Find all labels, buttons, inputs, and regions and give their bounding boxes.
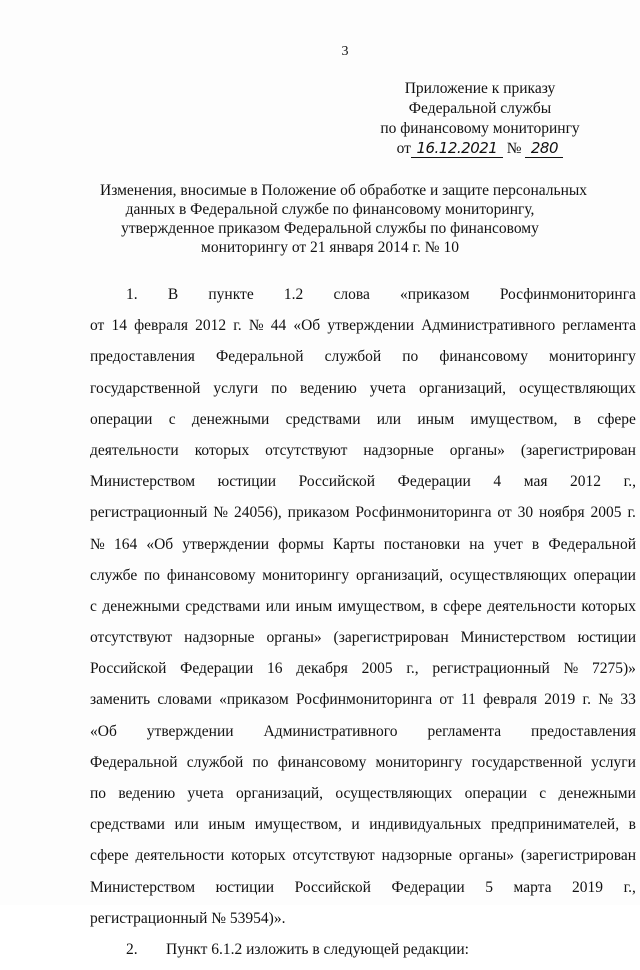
paragraph-1-line <box>90 409 636 440</box>
paragraph-2-number: 2. <box>126 940 138 958</box>
word: 4 <box>493 473 502 491</box>
word: финансовому <box>439 348 528 366</box>
word: ведению <box>118 785 176 802</box>
word: юстиции <box>217 473 277 491</box>
word: г., <box>623 878 636 896</box>
paragraph-1-line <box>90 596 636 627</box>
word: операции <box>90 410 153 428</box>
paragraph-1-line <box>90 845 636 876</box>
word: средствами <box>285 410 361 428</box>
word: постановки <box>383 535 461 553</box>
word: «приказом <box>400 286 470 303</box>
word: регламента <box>562 317 636 335</box>
paragraph-1-line <box>90 908 636 939</box>
word: Федеральной <box>90 753 178 771</box>
paragraph-1-line <box>90 346 636 377</box>
word: имуществом, <box>254 816 342 834</box>
word: сфере <box>443 597 482 615</box>
paragraph-1-line <box>90 471 636 502</box>
word: словами <box>157 691 212 709</box>
word: надзорные <box>363 441 434 459</box>
paragraph-1-line <box>90 627 636 658</box>
word: регистрационный № 53954)». <box>90 909 286 927</box>
word: и <box>351 816 360 834</box>
word: 7275)» <box>592 660 636 678</box>
word: формы <box>278 535 324 553</box>
word: в <box>430 597 438 615</box>
word: 33 <box>620 691 636 709</box>
word: или <box>376 410 402 428</box>
word: февраля <box>134 317 188 335</box>
page-number: 3 <box>341 44 349 59</box>
word: «Об <box>146 535 174 553</box>
word: Министерством <box>90 473 196 491</box>
word: по <box>271 379 288 397</box>
word: Российской <box>90 660 167 678</box>
word: 2012 <box>570 473 602 491</box>
word: осуществляющих <box>449 566 567 584</box>
word: или <box>265 597 291 615</box>
word: 24056), <box>233 504 282 522</box>
word: Российской <box>294 878 371 896</box>
paragraph-1-line <box>90 534 636 565</box>
paragraph-1-line <box>90 721 636 752</box>
word: организаций, <box>355 566 444 584</box>
word: Министерством <box>460 629 566 647</box>
document-body <box>90 284 636 970</box>
word: ноября <box>539 504 585 522</box>
word: заменить <box>90 691 151 709</box>
word: отсутствуют <box>265 441 348 459</box>
word: № <box>90 535 105 553</box>
word: Административного <box>421 317 556 335</box>
word: на <box>469 535 485 553</box>
paragraph-2 <box>90 939 636 970</box>
word: Федерации <box>391 878 465 896</box>
word: сфере <box>90 847 129 865</box>
word: № <box>248 317 264 335</box>
title-line-4: мониторингу от 21 января 2014 г. № 10 <box>201 239 459 256</box>
word: финансовому <box>166 566 256 584</box>
word: операции <box>464 785 528 802</box>
word: имуществом, <box>337 597 425 615</box>
word: органы» <box>458 847 515 865</box>
word: пункте <box>208 286 254 303</box>
word: Росфинмониторинга <box>355 504 492 522</box>
word: Федерации <box>180 660 254 678</box>
word: 11 <box>460 691 476 709</box>
word: 2005 <box>361 660 393 678</box>
word: в <box>628 816 636 834</box>
word: В <box>167 286 179 303</box>
word: по <box>90 785 107 802</box>
paragraph-2-text: Пункт 6.1.2 изложить в следующей редакции: <box>166 940 469 958</box>
word: по <box>402 348 419 366</box>
word: утверждении <box>182 535 270 553</box>
word: с <box>168 410 176 428</box>
word: службой <box>186 753 244 771</box>
word: предоставления <box>531 722 636 740</box>
word: г. <box>233 317 242 335</box>
word: иным <box>295 597 333 615</box>
word: Карты <box>332 535 375 553</box>
word: деятельности <box>90 441 179 459</box>
number-label: № <box>506 140 522 157</box>
word: г., <box>623 473 636 491</box>
word: Федеральной <box>215 348 304 366</box>
word: которых <box>231 847 286 865</box>
word: деятельности <box>487 597 576 615</box>
word: февраля <box>483 691 538 709</box>
word: надзорные <box>381 847 452 865</box>
word: декабря <box>296 660 348 678</box>
word: учет <box>493 535 523 553</box>
word: «приказом <box>219 691 289 709</box>
paragraph-1-line <box>90 565 636 596</box>
word: средствами <box>185 597 261 615</box>
word: Министерством <box>90 878 196 896</box>
word: иным <box>417 410 455 428</box>
word: финансовому <box>277 753 367 771</box>
word: 5 <box>485 878 493 896</box>
word: по <box>252 753 269 771</box>
word: с <box>90 597 97 615</box>
word: (зарегистрирован <box>520 441 636 459</box>
word: организаций, <box>418 379 507 397</box>
word: денежными <box>102 597 180 615</box>
word: Росфинмониторинга <box>295 691 433 709</box>
appendix-line-2: Федеральной службы <box>408 100 552 117</box>
word: сфере <box>597 410 636 428</box>
appendix-header <box>360 79 600 159</box>
word: 2012 <box>195 317 227 335</box>
word: деятельности <box>135 847 225 865</box>
word: услуги <box>591 753 636 771</box>
word: от <box>497 504 512 522</box>
word: 164 <box>113 535 138 553</box>
title-line-3: утвержденное приказом Федеральной службы по финансовому <box>121 220 539 237</box>
word: отсутствуют <box>90 629 173 647</box>
word: 2019 <box>544 691 576 709</box>
paragraph-1-line <box>90 284 636 315</box>
word: утверждении <box>327 317 415 335</box>
word: г. <box>582 691 592 709</box>
word: юстиции <box>577 629 636 647</box>
word: Федерации <box>397 473 471 491</box>
word: г., <box>406 660 419 678</box>
word: ведению <box>300 379 357 397</box>
word: операции <box>573 566 636 584</box>
from-label: от <box>396 140 411 157</box>
word: юстиции <box>215 878 275 896</box>
word: учета <box>369 379 407 397</box>
word: государственной <box>90 379 201 397</box>
word: 1.2 <box>283 286 304 303</box>
word: органы» <box>449 441 505 459</box>
word: в <box>573 410 582 428</box>
appendix-line-1: Приложение к приказу <box>404 80 556 97</box>
word: средствами <box>90 816 165 834</box>
handwritten-date: 16.12.2021 <box>411 140 503 158</box>
word: индивидуальных <box>369 816 482 834</box>
word: учета <box>187 785 224 802</box>
order-date-number-line <box>360 139 600 159</box>
appendix-line-3: по финансовому мониторингу <box>380 120 580 137</box>
word: № <box>213 504 229 522</box>
word: денежными <box>558 785 636 802</box>
word: от <box>439 691 454 709</box>
word: надзорные <box>184 629 255 647</box>
paragraph-1 <box>90 284 636 939</box>
word: имуществом, <box>470 410 558 428</box>
word: которых <box>581 597 636 615</box>
word: государственной <box>471 753 583 771</box>
word: Административного <box>263 722 398 740</box>
word: регламента <box>427 722 502 740</box>
word: услуги <box>213 379 259 397</box>
word: отсутствуют <box>292 847 375 865</box>
paragraph-1-line <box>90 440 636 471</box>
word: утверждении <box>146 722 234 740</box>
word: предпринимателей, <box>490 816 620 834</box>
word: от <box>90 317 105 335</box>
word: Федеральной <box>548 535 636 553</box>
word: иным <box>208 816 246 834</box>
word: службе <box>90 566 138 584</box>
word: с <box>539 785 547 802</box>
word: «Об <box>90 722 117 740</box>
word: марта <box>513 878 552 896</box>
paragraph-1-line <box>90 378 636 409</box>
word: регистрационный <box>432 660 550 678</box>
word: по <box>144 566 161 584</box>
word: (зарегистрирован <box>520 847 636 865</box>
paragraph-1-line <box>90 315 636 346</box>
word: осуществляющих <box>335 785 453 802</box>
paragraph-1-line <box>90 783 636 814</box>
word: г. <box>627 504 636 522</box>
paragraph-1-line <box>90 658 636 689</box>
word: службой <box>324 348 382 366</box>
word: слова <box>333 286 370 303</box>
word: или <box>174 816 199 834</box>
word: 16 <box>267 660 283 678</box>
word: 2005 <box>590 504 622 522</box>
word: мониторингу <box>375 753 463 771</box>
word: 1. <box>126 286 138 303</box>
word: 44 <box>270 317 287 335</box>
word: 2019 <box>572 878 604 896</box>
word: 30 <box>517 504 534 522</box>
paragraph-1-line <box>90 752 636 783</box>
word: № <box>563 660 579 678</box>
word: мониторингу <box>549 348 636 366</box>
document-title <box>100 181 588 257</box>
title-line-1: Изменения, вносимые в Положение об обработке и защите персональных <box>100 182 588 199</box>
word: Росфинмониторинга <box>499 286 636 303</box>
word: предоставления <box>90 348 195 366</box>
word: № <box>598 691 614 709</box>
paragraph-1-line <box>90 502 636 533</box>
paragraph-1-line <box>90 689 636 720</box>
paragraph-1-line <box>90 877 636 908</box>
word: приказом <box>287 504 350 522</box>
title-line-2: данных в Федеральной службе по финансовому мониторингу, <box>125 201 535 218</box>
word: органы» <box>266 629 322 647</box>
word: мониторингу <box>262 566 350 584</box>
word: в <box>531 535 540 553</box>
word: мая <box>523 473 548 491</box>
word: 14 <box>111 317 127 335</box>
paragraph-1-line <box>90 814 636 845</box>
word: осуществляющих <box>518 379 636 397</box>
word: «Об <box>293 317 321 335</box>
word: организаций, <box>235 785 324 802</box>
word: (зарегистрирован <box>333 629 449 647</box>
word: денежными <box>191 410 270 428</box>
word: которых <box>194 441 250 459</box>
word: регистрационный <box>90 504 208 522</box>
word: Российской <box>298 473 376 491</box>
handwritten-number: 280 <box>525 140 563 158</box>
